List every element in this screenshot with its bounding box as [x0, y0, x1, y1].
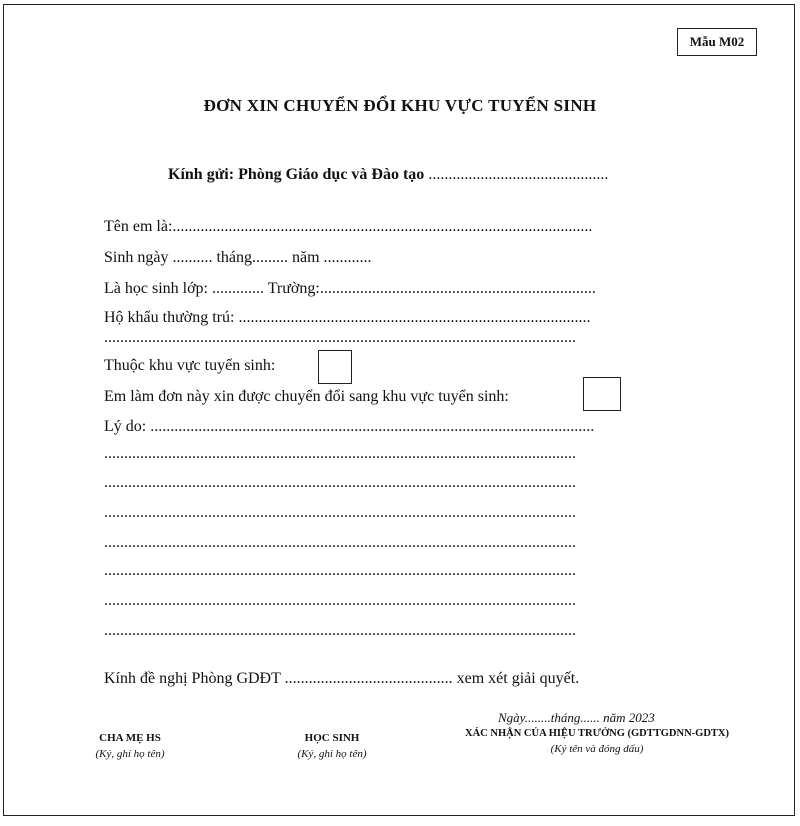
student-signature-note: (Ký, ghi họ tên) [297, 748, 367, 760]
parent-signature-block [70, 732, 190, 760]
parent-signature-note: (Ký, ghi họ tên) [95, 748, 165, 760]
addressee-dots: ............................................. [428, 166, 609, 183]
reason-line[interactable]: ...................................................................................................................... [104, 504, 576, 521]
addressee-line [168, 166, 608, 184]
class-school-field[interactable]: Là học sinh lớp: ............. Trường:..................................................................... [104, 280, 596, 297]
form-code-badge: Mẫu M02 [677, 28, 757, 56]
reason-line[interactable]: ...................................................................................................................... [104, 592, 576, 609]
residence-field[interactable]: Hộ khẩu thường trú: ........................................................................................ [104, 309, 591, 326]
reason-field[interactable]: Lý do: ............................................................................................................... [104, 418, 595, 435]
residence-continuation[interactable]: ...................................................................................................................... [104, 329, 576, 346]
date-line: Ngày........tháng...... năm 2023 [498, 710, 655, 725]
proposal-line: Kính đề nghị Phòng GDĐT .......................................... xem xét giải quyết. [104, 670, 580, 687]
name-field[interactable]: Tên em là:......................................................................................................... [104, 218, 593, 235]
addressee-label: Kính gửi: Phòng Giáo dục và Đào tạo [168, 166, 425, 183]
page-border [3, 4, 795, 816]
student-signature-block [272, 732, 392, 760]
student-signature-title: HỌC SINH [304, 732, 360, 744]
principal-signature-block [436, 728, 758, 755]
reason-line[interactable]: ...................................................................................................................... [104, 445, 576, 462]
reason-line[interactable]: ...................................................................................................................... [104, 562, 576, 579]
principal-signature-note: (Ký tên và đóng dấu) [550, 743, 644, 755]
request-label: Em làm đơn này xin được chuyển đổi sang khu vực tuyển sinh: [104, 388, 509, 405]
current-area-box[interactable] [318, 350, 352, 384]
reason-line[interactable]: ...................................................................................................................... [104, 622, 576, 639]
reason-line[interactable]: ...................................................................................................................... [104, 534, 576, 551]
new-area-box[interactable] [583, 377, 621, 411]
current-area-label: Thuộc khu vực tuyển sinh: [104, 357, 276, 374]
document-title: ĐƠN XIN CHUYỂN ĐỔI KHU VỰC TUYỂN SINH [203, 96, 597, 115]
reason-line[interactable]: ...................................................................................................................... [104, 474, 576, 491]
principal-signature-title: XÁC NHẬN CỦA HIỆU TRƯỞNG (GDTTGDNN-GDTX) [465, 728, 729, 739]
parent-signature-title: CHA MẸ HS [99, 732, 161, 744]
birth-field[interactable]: Sinh ngày .......... tháng......... năm ............ [104, 249, 372, 266]
